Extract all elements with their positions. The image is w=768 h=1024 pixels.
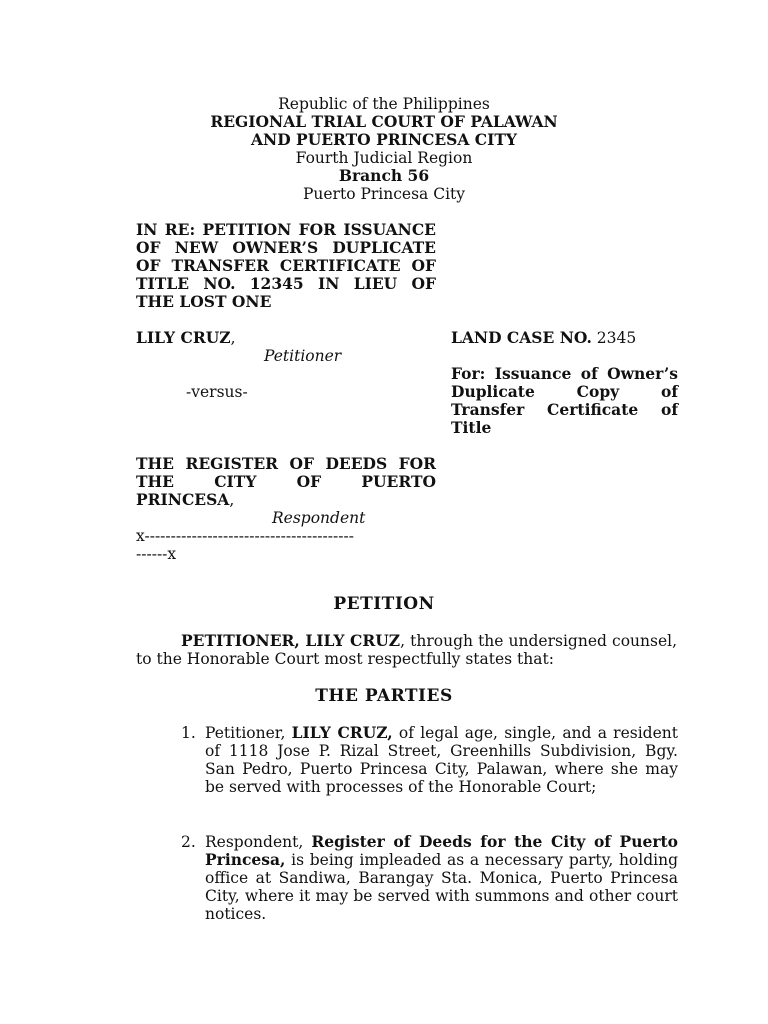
respondent-line3 (136, 491, 234, 509)
case-number-line (451, 329, 678, 347)
list-item-pre: Petitioner, (205, 724, 292, 742)
list-item (181, 833, 678, 923)
respondent-comma: , (229, 491, 235, 509)
petition-intro-rest: , through the undersigned counsel, to the Honorable Court most respectfully states that: (136, 632, 678, 668)
respondent-role: Respondent (272, 509, 366, 527)
petition-intro-bold: PETITIONER, LILY CRUZ (181, 631, 401, 650)
respondent-line2: THE CITY OF PUERTO (136, 472, 436, 491)
list-item-text (205, 724, 678, 796)
case-for-line4: Title (451, 418, 492, 437)
caption-in-re-line3: OF TRANSFER CERTIFICATE OF (136, 256, 436, 275)
case-for-line3: Transfer Certificate of (451, 400, 678, 419)
caption-in-re-line1: IN RE: PETITION FOR ISSUANCE (136, 220, 436, 239)
list-item-number: 1. (181, 724, 196, 742)
parties-title: THE PARTIES (315, 686, 453, 706)
list-item-number: 2. (181, 833, 196, 851)
case-for-line1: For: Issuance of Owner’s (451, 364, 678, 383)
case-number: 2345 (596, 329, 637, 347)
caption-in-re-line5: THE LOST ONE (136, 292, 272, 311)
petition-title: PETITION (333, 594, 435, 614)
header-republic: Republic of the Philippines (278, 95, 490, 113)
petitioner-role: Petitioner (264, 347, 342, 365)
header-court-line2: AND PUERTO PRINCESA CITY (251, 130, 517, 149)
caption-separator-line1: x---------------------------------------- (136, 527, 354, 545)
petitioner-comma: , (230, 329, 236, 347)
caption-in-re-line2: OF NEW OWNER’S DUPLICATE (136, 238, 436, 257)
list-item-bold: Register of Deeds for the City of Puerto Princesa, (205, 832, 679, 869)
list-item (181, 724, 678, 796)
list-item-text (205, 833, 678, 923)
list-item-bold: LILY CRUZ, (291, 723, 393, 742)
caption-separator-line2: ------x (136, 545, 177, 563)
header-court-line1: REGIONAL TRIAL COURT OF PALAWAN (210, 112, 558, 131)
respondent-line1: THE REGISTER OF DEEDS FOR (136, 454, 436, 473)
petitioner-line (136, 329, 236, 347)
petitioner-name: LILY CRUZ (136, 328, 231, 347)
caption-in-re-line4: TITLE NO. 12345 IN LIEU OF (136, 274, 436, 293)
header-branch: Branch 56 (338, 166, 430, 185)
list-item-pre: Respondent, (205, 833, 312, 851)
list-item-post: of legal age, single, and a resident of 1118 Jose P. Rizal Street, Greenhills Subdivision, Bgy. San Pedro, Puerto Princesa City, Palawan, where she may be served with processes of the Honorable Court; (205, 724, 678, 796)
header-region: Fourth Judicial Region (295, 149, 473, 167)
list-item-post: is being impleaded as a necessary party, holding office at Sandiwa, Barangay Sta. Monica, Puerto Princesa City, where it may be served with summons and other court notices. (205, 851, 678, 923)
versus-label: -versus- (186, 383, 248, 401)
respondent-last: PRINCESA (136, 490, 230, 509)
case-label: LAND CASE NO. (451, 328, 592, 347)
petition-intro (136, 632, 677, 668)
header-city: Puerto Princesa City (302, 185, 466, 203)
case-for-line2: Duplicate Copy of (451, 382, 678, 401)
